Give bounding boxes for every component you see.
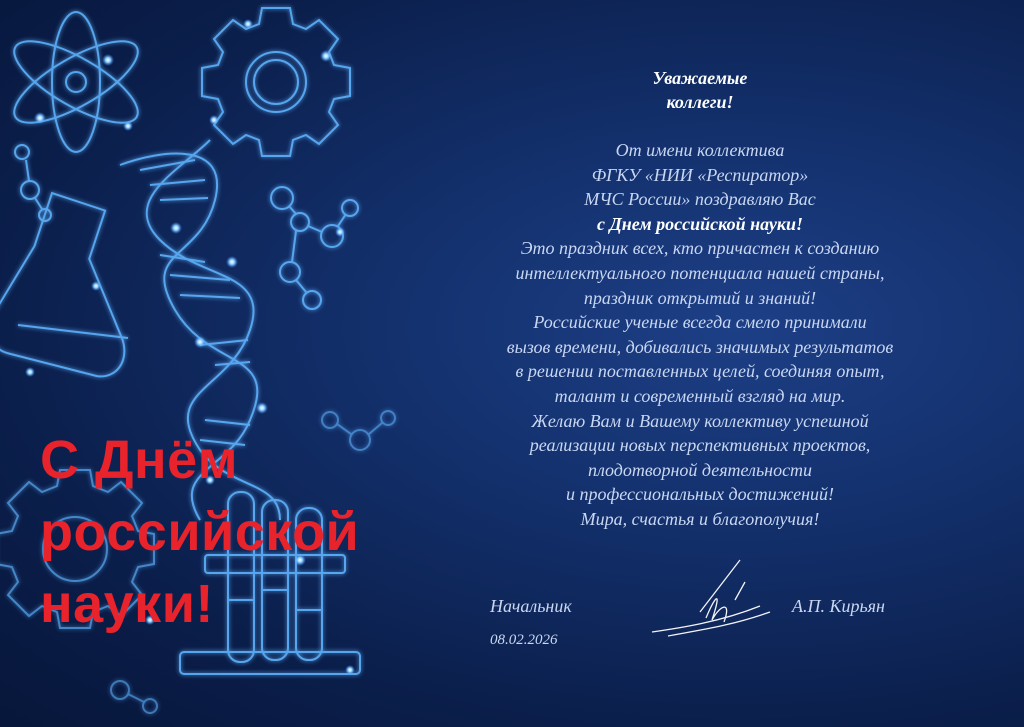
letter-line: интеллектуального потенциала нашей страны, (515, 262, 885, 283)
headline (40, 424, 460, 640)
letter-line: талант и современный взгляд на мир. (554, 385, 846, 406)
letter-line-highlight: с Днем российской науки! (597, 213, 803, 234)
molecule-icon (15, 145, 51, 221)
atom-icon (3, 12, 148, 152)
greeting-line: Уважаемые (652, 68, 748, 88)
headline-line: науки! (40, 574, 214, 634)
headline-line: российской (40, 502, 360, 562)
greeting (440, 66, 960, 114)
letter-line: Российские ученые всегда смело принимали (533, 312, 867, 333)
letter-line: От имени коллектива (615, 140, 785, 160)
molecule-icon (271, 187, 358, 309)
letter-line: праздник открытий и знаний! (583, 287, 817, 308)
letter-line: и профессиональных достижений! (565, 484, 835, 505)
letter-line: ФГКУ «НИИ «Респиратор» (591, 164, 809, 185)
letter-line: вызов времени, добивались значимых результатов (506, 336, 894, 357)
signer-role: Начальник (490, 596, 572, 616)
letter-line: в решении поставленных целей, соединяя опыт, (515, 361, 885, 382)
signer-name: А.П. Кирьян (792, 596, 885, 616)
letter-body (440, 138, 960, 532)
flask-icon (0, 187, 145, 379)
greeting-letter (440, 66, 960, 532)
letter-line: МЧС России» поздравляю Вас (584, 189, 816, 210)
letter-line: плодотворной деятельности (587, 459, 813, 480)
letter-line: реализации новых перспективных проектов, (529, 435, 871, 456)
letter-line: Это праздник всех, кто причастен к созданию (520, 238, 880, 259)
letter-line: Мира, счастья и благополучия! (580, 508, 820, 529)
letter-date: 08.02.2026 (490, 632, 558, 648)
letter-line: Желаю Вам и Вашему коллективу успешной (531, 410, 869, 431)
headline-line: С Днём (40, 430, 239, 490)
gear-icon (202, 8, 350, 156)
greeting-line: коллеги! (666, 92, 734, 112)
signature-graphic (652, 560, 770, 636)
